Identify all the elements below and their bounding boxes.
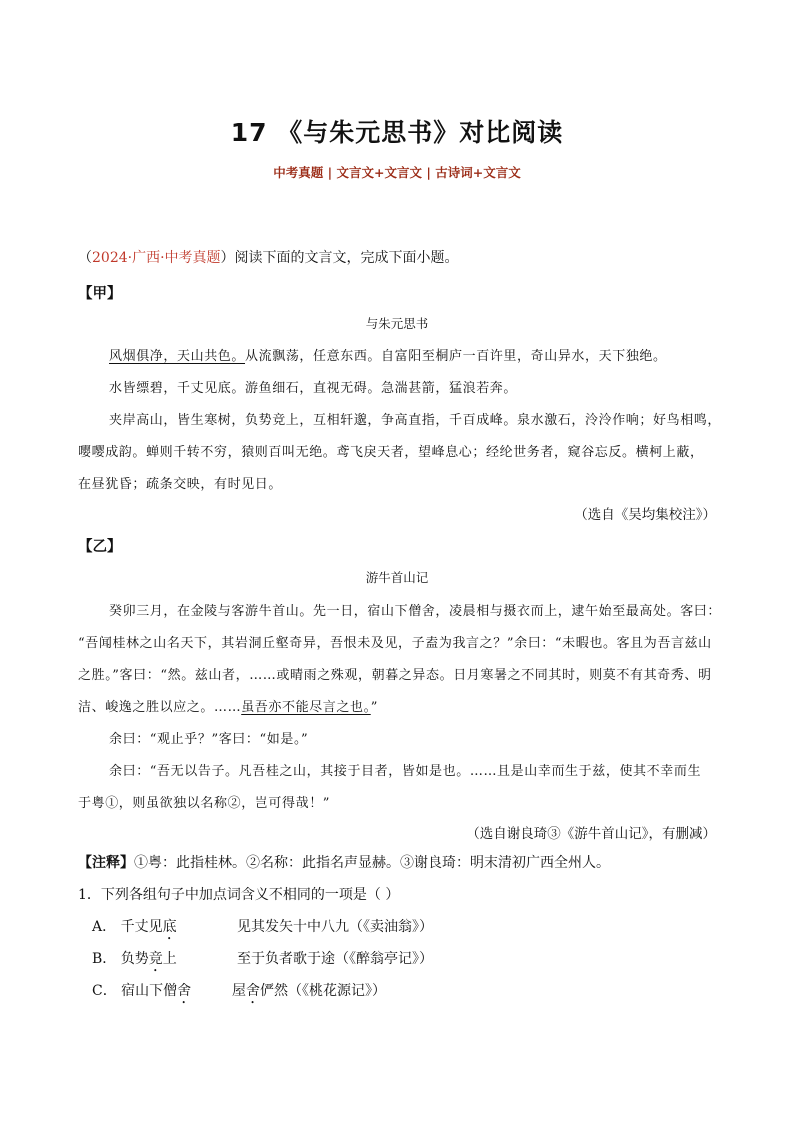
passage-line: 癸卯三月，在金陵与客游牛首山。先一日，宿山下僧舍，凌晨相与摄衣而上，逮午始至最高处。客曰： [109, 604, 722, 619]
passage-line: 水皆缥碧，千丈见底。游鱼细石，直视无碍。急湍甚箭，猛浪若奔。 [109, 381, 518, 396]
option-c: C． 宿山下僧舍 屋舍俨然（《桃花源记》） [92, 983, 386, 999]
passage-title-jia: 与朱元思书 [365, 316, 429, 331]
page-title: 17 《与朱元思书》对比阅读 [230, 118, 564, 147]
option-b: B． 负势竞上 至于负者歌于途（《醉翁亭记》） [92, 951, 433, 967]
attribution-jia: （选自《吴均集校注》） [574, 507, 716, 523]
option-a: A． 千丈见底 见其发矢十中八九（《卖油翁》） [92, 919, 433, 935]
passage-line: 余曰：“吾无以告子。凡吾桂之山，其接于目者，皆如是也。……且是山幸而生于兹，使其不幸而生 [109, 764, 702, 779]
passage-title-yi: 游牛首山记 [365, 570, 429, 585]
question-stem: 1．下列各组句子中加点词含义不相同的一项是（ ） [78, 887, 400, 903]
page-subtitle: 中考真题 | 文言文+文言文 | 古诗词+文言文 [273, 165, 521, 180]
section-header-yi: 【乙】 [78, 539, 122, 555]
annotation-notes: 【注释】①粤：此指桂林。②名称：此指名声显赫。③谢良琦：明末清初广西全州人。 [78, 855, 610, 871]
passage-line: “吾闻桂林之山名天下，其岩洞丘壑奇异，吾恨未及见，子盍为我言之？”余曰：“未暇也。客且为吾言兹山 [78, 636, 712, 651]
section-header-jia: 【甲】 [78, 286, 122, 302]
passage-line: 于粤①，则虽欲独以名称②，岂可得哉！” [78, 796, 331, 811]
passage-line: 嘤嘤成韵。蝉则千转不穷，猿则百叫无绝。鸢飞戾天者，望峰息心；经纶世务者，窥谷忘反。横柯上蔽， [78, 445, 704, 460]
passage-line: 之胜。”客曰：“然。兹山者，……或晴雨之殊观，朝暮之异态。日月寒暑之不同其时，则莫不有其奇秀、明 [78, 668, 712, 683]
passage-line: 在昼犹昏；疏条交映，有时见日。 [78, 477, 283, 492]
passage-line: 夹岸高山，皆生寒树，负势竞上，互相轩邈，争高直指，千百成峰。泉水激石，泠泠作响；好鸟相鸣， [109, 413, 722, 428]
passage-line: 洁、峻逸之胜以应之。……虽吾亦不能尽言之也。” [78, 700, 378, 715]
question-source: （2024·广西·中考真题）阅读下面的文言文，完成下面小题。 [78, 250, 459, 266]
source-tag: 2024·广西·中考真题 [92, 250, 221, 266]
passage-line: 余曰：“观止乎？”客曰：“如是。” [109, 732, 309, 747]
attribution-yi: （选自谢良琦③《游牛首山记》，有删减） [466, 826, 716, 842]
passage-line: 风烟俱净，天山共色。从流飘荡，任意东西。自富阳至桐庐一百许里，奇山异水，天下独绝。 [109, 349, 667, 364]
source-instruction: 阅读下面的文言文，完成下面小题。 [234, 250, 459, 266]
